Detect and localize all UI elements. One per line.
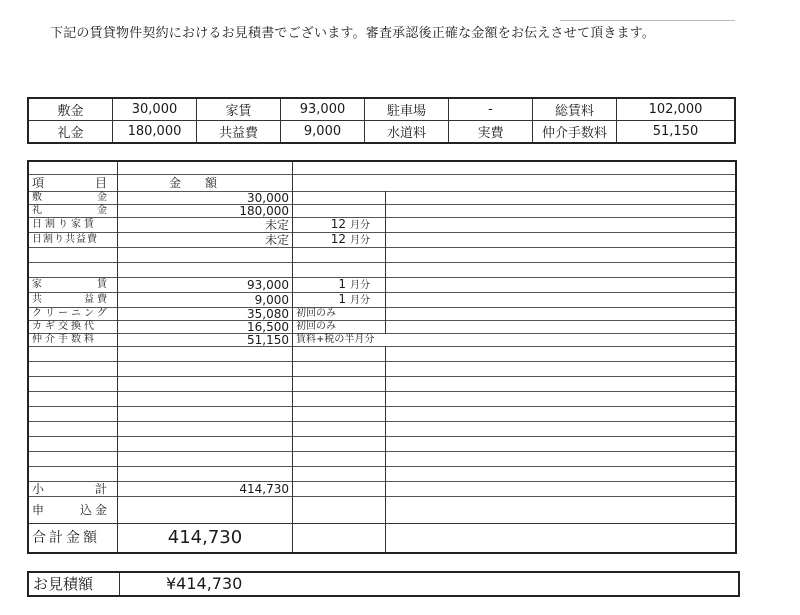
summary-table (27, 97, 736, 144)
row-amount: 51,150 (118, 334, 293, 347)
row-amount: 35,080 (118, 308, 293, 321)
empty-row (28, 377, 736, 392)
empty-row (28, 347, 736, 362)
grand-total-label: 合計金額 (28, 524, 118, 554)
row-label: 共 (32, 294, 45, 305)
summary-cell: 敷金 (28, 98, 113, 121)
summary-cell: 総賃料 (533, 98, 617, 121)
row-label: 敷 (32, 192, 45, 203)
table-row (28, 308, 736, 321)
summary-cell: 30,000 (113, 98, 197, 121)
header-item-b: 目 (94, 176, 110, 190)
row-unit: 月分 (350, 280, 370, 291)
row-label: 賃 (97, 279, 110, 290)
summary-cell: - (449, 98, 533, 121)
summary-cell: 51,150 (617, 121, 736, 144)
row-note: 賃料+税の半月分 (293, 334, 737, 347)
subtotal-row (28, 482, 736, 497)
detail-header-row (28, 175, 736, 192)
summary-cell: 102,000 (617, 98, 736, 121)
summary-cell: 家賃 (197, 98, 281, 121)
empty-row (28, 452, 736, 467)
subtotal-label-a: 小 (32, 482, 48, 496)
detail-top-row (28, 161, 736, 175)
table-row (28, 293, 736, 308)
summary-row (28, 98, 735, 121)
summary-cell: 93,000 (281, 98, 365, 121)
row-unit: 月分 (350, 295, 370, 306)
row-amount: 9,000 (118, 293, 293, 308)
subtotal-label-b: 計 (94, 482, 110, 496)
row-amount: 93,000 (118, 278, 293, 293)
empty-row (28, 362, 736, 377)
table-row (28, 218, 736, 233)
application-amount (118, 497, 293, 524)
empty-row (28, 437, 736, 452)
row-label: 家 (32, 279, 45, 290)
summary-cell: 駐車場 (365, 98, 449, 121)
intro-text: 下記の賃貸物件契約におけるお見積書でございます。審査承認後正確な金額をお伝えさせて頂きます。 (50, 26, 656, 41)
table-row (28, 233, 736, 248)
row-months: 12 (330, 217, 346, 231)
estimate-label: お見積額 (29, 573, 120, 595)
empty-row (28, 248, 736, 263)
row-unit: 月分 (350, 220, 370, 231)
row-months: 1 (338, 292, 346, 306)
application-label-a: 申 (32, 503, 48, 517)
row-months: 12 (330, 232, 346, 246)
summary-cell: 180,000 (113, 121, 197, 144)
row-label: 日割り共益費 (28, 233, 118, 248)
empty-row (28, 422, 736, 437)
row-label: 金 (97, 205, 110, 216)
row-amount: 180,000 (118, 205, 293, 218)
row-label: 礼 (32, 205, 45, 216)
row-amount: 未定 (118, 233, 293, 248)
subtotal-amount: 414,730 (118, 482, 293, 497)
header-item-a: 項 (32, 176, 48, 190)
row-label: カギ交換代 (28, 321, 118, 334)
summary-cell: 礼金 (28, 121, 113, 144)
summary-cell: 共益費 (197, 121, 281, 144)
application-label-b: 込金 (79, 503, 110, 517)
empty-row (28, 263, 736, 278)
estimate-box (27, 571, 740, 597)
row-months: 1 (338, 277, 346, 291)
empty-row (28, 407, 736, 422)
table-row (28, 192, 736, 205)
summary-cell: 9,000 (281, 121, 365, 144)
table-row (28, 205, 736, 218)
row-label: 益費 (84, 294, 110, 305)
row-label: 日割り家賃 (28, 218, 118, 233)
row-amount: 未定 (118, 218, 293, 233)
top-rule (560, 20, 735, 21)
application-row (28, 497, 736, 524)
row-note: 初回のみ (293, 321, 386, 334)
row-unit: 月分 (350, 235, 370, 246)
row-label: 仲介手数料 (28, 334, 118, 347)
summary-cell: 水道料 (365, 121, 449, 144)
summary-row (28, 121, 735, 144)
header-amount: 金額 (118, 175, 293, 192)
estimate-value: ¥414,730 (166, 574, 243, 593)
row-amount: 16,500 (118, 321, 293, 334)
grand-total-amount: 414,730 (118, 524, 293, 554)
table-row (28, 334, 736, 347)
row-amount: 30,000 (118, 192, 293, 205)
table-row (28, 278, 736, 293)
detail-table (27, 160, 737, 554)
row-note: 初回のみ (293, 308, 386, 321)
summary-cell: 実費 (449, 121, 533, 144)
empty-row (28, 392, 736, 407)
row-label: クリーニング (28, 308, 118, 321)
table-row (28, 321, 736, 334)
summary-cell: 仲介手数料 (533, 121, 617, 144)
grand-total-row (28, 524, 736, 554)
empty-row (28, 467, 736, 482)
row-label: 金 (97, 192, 110, 203)
